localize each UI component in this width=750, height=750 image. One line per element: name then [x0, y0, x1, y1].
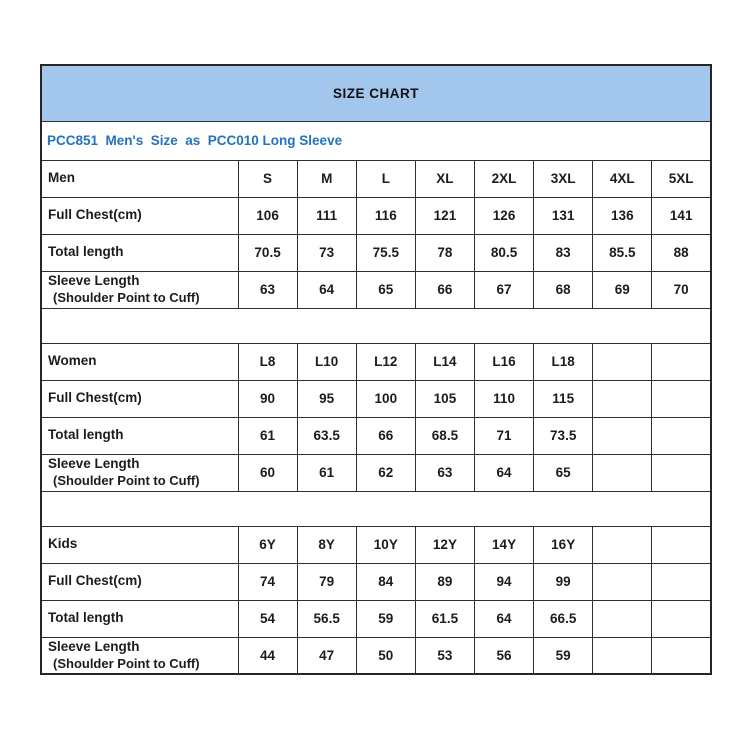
size-table-body	[41, 65, 711, 674]
value-cell	[652, 417, 711, 454]
row-label-line1: Full Chest(cm)	[48, 390, 142, 406]
value-cell: 95	[297, 380, 356, 417]
value-cell	[593, 637, 652, 674]
size-header-cell: L8	[238, 343, 297, 380]
size-header-cell	[593, 526, 652, 563]
value-cell: 66	[415, 271, 474, 308]
value-cell: 79	[297, 563, 356, 600]
row-label-line1: Full Chest(cm)	[48, 573, 142, 589]
value-cell: 65	[356, 271, 415, 308]
size-header-cell: XL	[415, 160, 474, 197]
value-cell: 73.5	[534, 417, 593, 454]
title-row	[41, 65, 711, 121]
row-label	[41, 271, 238, 308]
value-cell: 54	[238, 600, 297, 637]
value-cell: 44	[238, 637, 297, 674]
value-cell: 62	[356, 454, 415, 491]
value-cell: 59	[356, 600, 415, 637]
subtitle-row	[41, 121, 711, 160]
row-label-line1: Sleeve Length	[48, 272, 140, 288]
size-header-cell: 4XL	[593, 160, 652, 197]
value-cell: 64	[475, 600, 534, 637]
size-header-cell: L18	[534, 343, 593, 380]
product-code-subtitle: PCC851 Men's Size as PCC010 Long Sleeve	[41, 121, 711, 160]
value-cell	[652, 563, 711, 600]
value-cell: 71	[475, 417, 534, 454]
section-spacer	[41, 308, 711, 343]
measurement-row	[41, 197, 711, 234]
value-cell: 100	[356, 380, 415, 417]
value-cell: 116	[356, 197, 415, 234]
value-cell: 64	[297, 271, 356, 308]
value-cell	[593, 563, 652, 600]
size-header-cell: 8Y	[297, 526, 356, 563]
size-header-cell: 12Y	[415, 526, 474, 563]
size-header-cell: 14Y	[475, 526, 534, 563]
value-cell: 61.5	[415, 600, 474, 637]
value-cell: 141	[652, 197, 711, 234]
section-header-row-men	[41, 160, 711, 197]
value-cell: 70	[652, 271, 711, 308]
value-cell: 80.5	[475, 234, 534, 271]
section-spacer-row	[41, 491, 711, 526]
value-cell: 84	[356, 563, 415, 600]
row-label	[41, 454, 238, 491]
measurement-row	[41, 637, 711, 674]
section-header-row-kids	[41, 526, 711, 563]
value-cell: 60	[238, 454, 297, 491]
row-label	[41, 600, 238, 637]
row-label	[41, 637, 238, 674]
value-cell: 67	[475, 271, 534, 308]
size-header-cell: 2XL	[475, 160, 534, 197]
value-cell: 115	[534, 380, 593, 417]
value-cell: 126	[475, 197, 534, 234]
value-cell: 68	[534, 271, 593, 308]
size-header-cell: 3XL	[534, 160, 593, 197]
measurement-row	[41, 563, 711, 600]
size-header-cell: L10	[297, 343, 356, 380]
size-header-cell: 10Y	[356, 526, 415, 563]
size-header-cell	[652, 526, 711, 563]
value-cell: 61	[238, 417, 297, 454]
size-header-cell: L12	[356, 343, 415, 380]
measurement-row	[41, 271, 711, 308]
value-cell: 63.5	[297, 417, 356, 454]
value-cell: 131	[534, 197, 593, 234]
value-cell: 105	[415, 380, 474, 417]
value-cell: 66	[356, 417, 415, 454]
size-header-cell: M	[297, 160, 356, 197]
page-title: SIZE CHART	[41, 65, 711, 121]
value-cell: 63	[415, 454, 474, 491]
measurement-row	[41, 380, 711, 417]
size-header-cell	[593, 343, 652, 380]
value-cell: 88	[652, 234, 711, 271]
value-cell: 111	[297, 197, 356, 234]
value-cell: 70.5	[238, 234, 297, 271]
measurement-row	[41, 417, 711, 454]
section-label-women: Women	[41, 343, 238, 380]
value-cell: 121	[415, 197, 474, 234]
value-cell: 61	[297, 454, 356, 491]
size-header-cell: 16Y	[534, 526, 593, 563]
size-header-cell: L14	[415, 343, 474, 380]
value-cell	[652, 637, 711, 674]
value-cell: 56.5	[297, 600, 356, 637]
size-chart-table	[40, 64, 712, 675]
value-cell: 53	[415, 637, 474, 674]
row-label	[41, 234, 238, 271]
value-cell: 78	[415, 234, 474, 271]
value-cell: 83	[534, 234, 593, 271]
section-spacer	[41, 491, 711, 526]
measurement-row	[41, 454, 711, 491]
measurement-row	[41, 600, 711, 637]
value-cell	[652, 600, 711, 637]
row-label-line2: (Shoulder Point to Cuff)	[53, 472, 200, 488]
row-label-line2: (Shoulder Point to Cuff)	[53, 289, 200, 305]
row-label	[41, 563, 238, 600]
row-label-line1: Sleeve Length	[48, 638, 140, 654]
section-spacer-row	[41, 308, 711, 343]
size-header-cell	[652, 343, 711, 380]
value-cell: 99	[534, 563, 593, 600]
value-cell	[593, 417, 652, 454]
value-cell	[593, 600, 652, 637]
row-label-line1: Total length	[48, 244, 124, 260]
value-cell: 59	[534, 637, 593, 674]
value-cell: 68.5	[415, 417, 474, 454]
value-cell: 73	[297, 234, 356, 271]
value-cell: 85.5	[593, 234, 652, 271]
value-cell: 110	[475, 380, 534, 417]
value-cell: 50	[356, 637, 415, 674]
section-label-men: Men	[41, 160, 238, 197]
value-cell: 64	[475, 454, 534, 491]
size-header-cell: 6Y	[238, 526, 297, 563]
row-label-line1: Total length	[48, 610, 124, 626]
value-cell: 56	[475, 637, 534, 674]
value-cell: 90	[238, 380, 297, 417]
value-cell: 74	[238, 563, 297, 600]
value-cell: 47	[297, 637, 356, 674]
row-label-line1: Sleeve Length	[48, 455, 140, 471]
value-cell: 94	[475, 563, 534, 600]
value-cell	[652, 380, 711, 417]
section-header-row-women	[41, 343, 711, 380]
value-cell	[652, 454, 711, 491]
size-chart	[40, 64, 712, 675]
measurement-row	[41, 234, 711, 271]
size-header-cell: S	[238, 160, 297, 197]
value-cell: 69	[593, 271, 652, 308]
value-cell: 106	[238, 197, 297, 234]
section-label-kids: Kids	[41, 526, 238, 563]
value-cell: 63	[238, 271, 297, 308]
row-label-line1: Full Chest(cm)	[48, 207, 142, 223]
value-cell: 75.5	[356, 234, 415, 271]
value-cell: 89	[415, 563, 474, 600]
size-header-cell: 5XL	[652, 160, 711, 197]
row-label	[41, 380, 238, 417]
row-label-line2: (Shoulder Point to Cuff)	[53, 655, 200, 671]
value-cell	[593, 380, 652, 417]
row-label-line1: Total length	[48, 427, 124, 443]
value-cell	[593, 454, 652, 491]
row-label	[41, 197, 238, 234]
size-header-cell: L16	[475, 343, 534, 380]
row-label	[41, 417, 238, 454]
value-cell: 65	[534, 454, 593, 491]
value-cell: 136	[593, 197, 652, 234]
size-header-cell: L	[356, 160, 415, 197]
value-cell: 66.5	[534, 600, 593, 637]
